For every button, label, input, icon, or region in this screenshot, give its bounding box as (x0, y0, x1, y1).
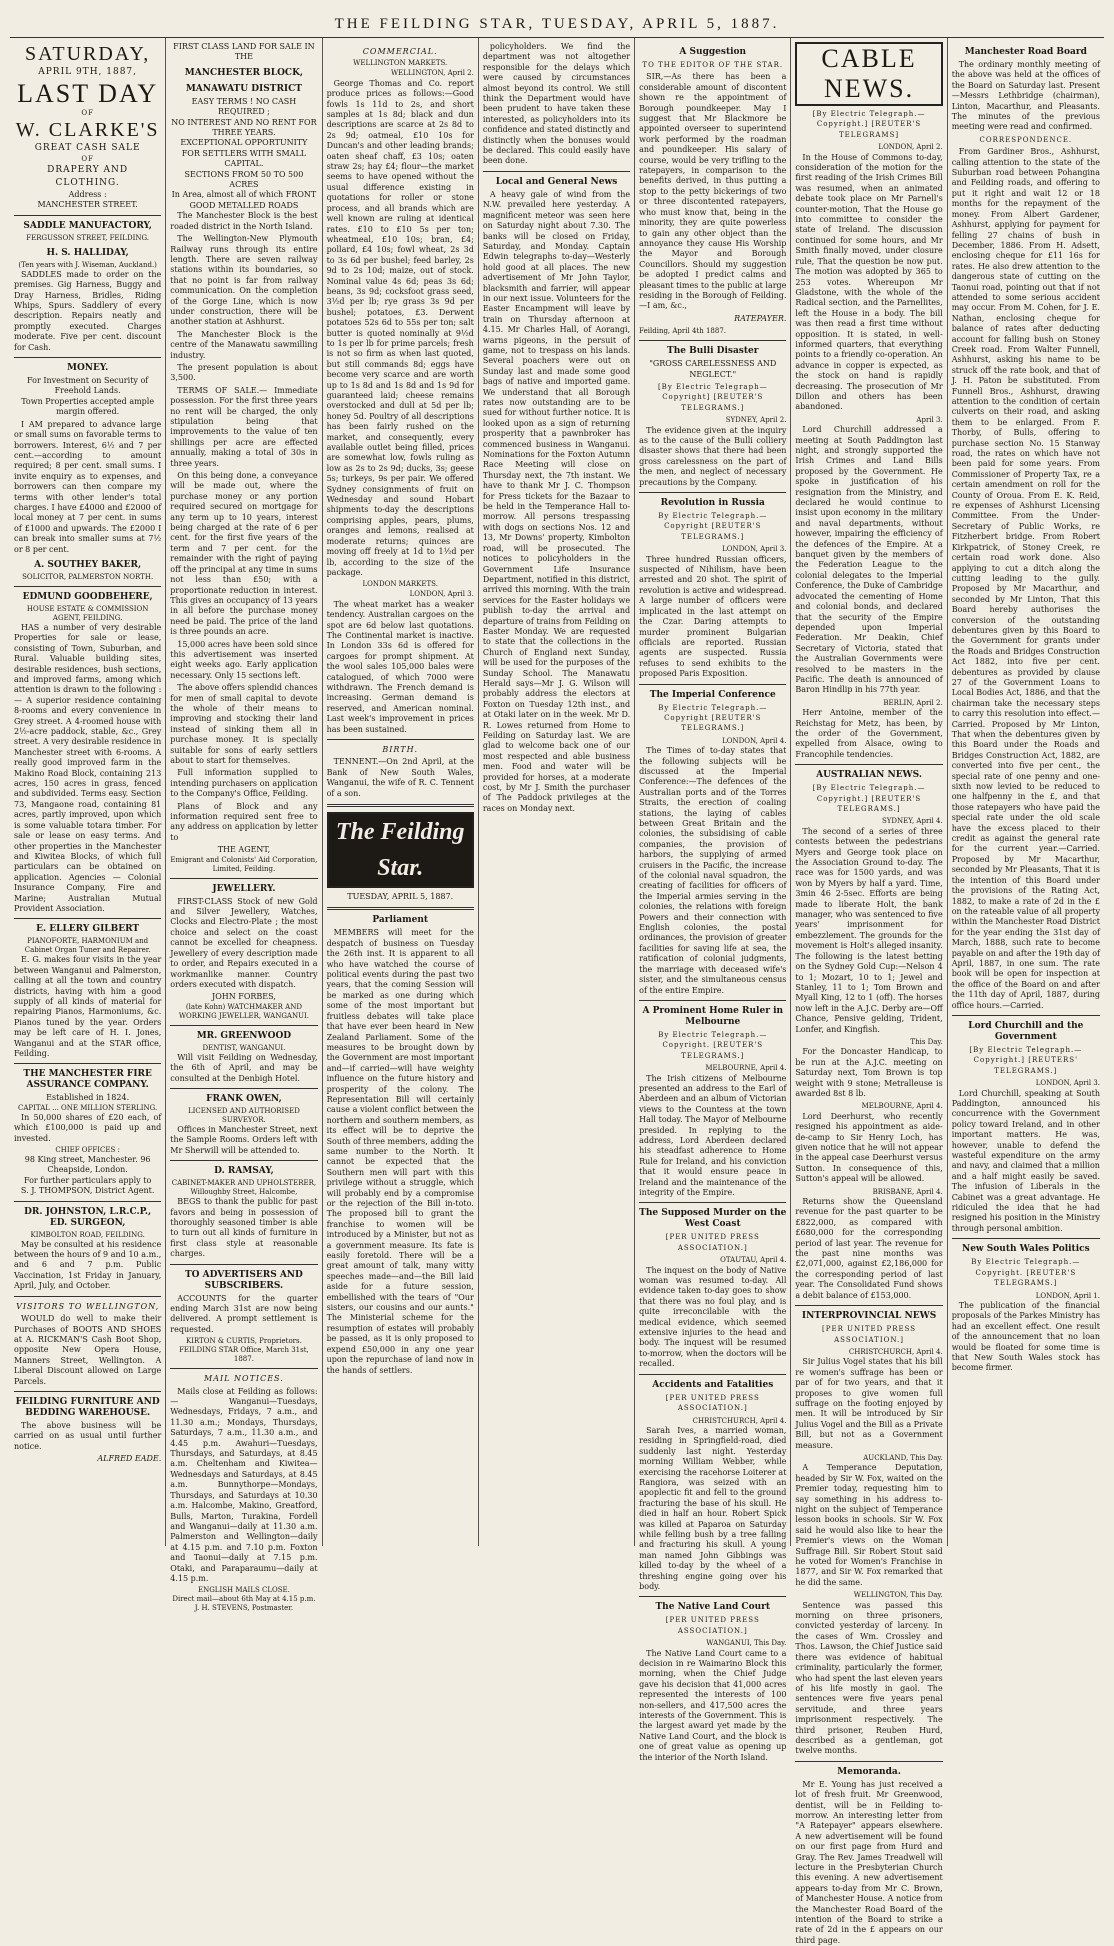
saddle-body: SADDLES made to order on the premises. Gig Harness, Buggy and Dray Harness, Bridles, Riding Whips, Spurs. Saddlery of every description. Repairs neatly and promptly executed. Charges moderate. Five per cent. discount for Cash. (14, 269, 162, 352)
australian-body-4: Returns show the Queensland revenue for the past quarter to be £822,000, as compared with £680,000 for the corresponding period of last year. The revenue for the past nine months was £2,071,000, against £2,186,000 for the corresponding period of last year. The Consolidated Fund shows a debit balance of £153,000. (795, 1197, 943, 1300)
divider (952, 1238, 1100, 1239)
goodbehere-heading: EDMUND GOODBEHERE, (22, 591, 153, 602)
divider (327, 739, 474, 740)
divider (639, 1596, 786, 1597)
suggestion-body: SIR,—As there has been a considerable amount of discontent shown re the appointment of Borough poundkeeper. May I suggest that Mr Blackmore be appointed overseer to superintend work performed by the roadman and poundkeeper. His salary of course, would be very trifling to the ratepayers, in comparison to the benefits derived, in thus putting a stop to the petty bickerings of two or three discontented ratepayers, who must know that, being in the minority, they are quite powerless to gain any other object than the annoyance they cause His Worship the Mayor and Borough Councillors. Should my suggestion be adopted I predict calms and pleasant times to the public at large residing in the Borough of Feilding.—I am, &c., (639, 72, 787, 311)
saddle-sub: (Ten years with J. Wiseman, Auckland.) (18, 260, 157, 269)
local-news-body: A heavy gale of wind from the N.W. prevailed here yesterday. A magnificent meteor was seen here on Saturday night about 7.30. The banks will be closed on Friday, Saturday, and Monday. Captain Edwin telegraphs to-day—Westerly hold good at all places. The new advertisement of Mr John Taylor, blacksmith and farrier, will appear in our next issue. Volunteers for the Easter Encampment will leave by train on Thursday afternoon at 4.15. Mr Charles Hall, of Aorangi, warns pigeons, in the persuit of game, not to trespass on his lands. Several poachers were out on Sunday last and made some good bags of native and imported game. We understand that all Borough rates now outstanding are to be sued for without further notice. It is looked upon as a sign of returning prosperity that a pawnbroker has commenced business in Wanganui. Nominations for the Foxton Autumn Race Meeting will close on Thursday next, the 7th instant. We have to thank Mr J. C. Thompson for Press tickets for the Bazaar to be held in the Temperance Hall to-morrow. All persons trespassing with dogs on sections Nos. 12 and 13, Mr Downs' property, Kimbolton road, will be prosecuted. The notices to policyholders in the Government Life Insurance Department, notified in this district, arrived this morning. With the train services for the Easter holidays we publish to-day the arrival and departure of trains from Feilding on Easter Monday. We are requested to state that the collections in the Church of England next Sunday, will be used for the purposes of the Sunday School. The Manawatu Herald says—Mr J. G. Wilson will probably address the electors at Foxton on Tuesday 12th inst., and at Otaki later on in the week. Mr D. R. Lowes returned from Home to Feilding on Saturday last. We are glad to welcome back one of our most respected and able business men. Food and water will be provided for horses, at a moderate cost, by Mr J. Smith the purchaser of The Paddock privileges at the races on Monday next. (482, 189, 631, 813)
johnston-heading: DR. JOHNSTON, L.R.C.P., ED. SURGEON, (24, 1206, 152, 1228)
interprovincial-body-2: A Temperance Deputation, headed by Sir W. Fox, waited on the Premier today, requesting him to say something in his address to-night on the subject of Temperance lesson books in schools. Sir W. Fox said he would also like to hear the Premier's views on the Woman Suffrage Bill. Sir Robert Stout said he voted for Women's Franchise in 1877, and Sir W. Fox remarked that he did the same. (795, 1463, 943, 1587)
london-markets-heading: LONDON MARKETS. (362, 580, 438, 589)
home-ruler-heading: A Prominent Home Ruler in Melbourne (642, 1005, 784, 1027)
subscribers-signature: KIRTON & CURTIS, Proprietors. (185, 1337, 302, 1346)
road-board-heading: Manchester Road Board (964, 47, 1087, 57)
land-opportunity: EXCEPTIONAL OPPORTUNITY FOR SETTLERS WITH SMALL CAPITAL. (180, 138, 308, 169)
australian-dateline-2: This Day. (910, 1037, 943, 1046)
memoranda-body: Mr E. Young has just received a lot of fresh fruit. Mr Greenwood, dentist, will be in Feilding to-morrow. An interesting letter from "A Ratepayer" appears elsewhere. A new advertisement will be found on our first page from Hurd and Gray. The Rev. James Treadwell will lecture in the Presbyterian Church this evening. A new advertisement appears to-day from Mr C. Brown, of Manchester House. A notice from the Manchester Road Board of the intention of the Board to strike a rate of 2d in the £ appears on our third page. (795, 1779, 943, 1945)
land-p2: The Wellington-New Plymouth Railway runs through its entire length. There are seven railway stations within its boundaries, so that no point is far from railway communication. On the completion of the Gorge Line, which is now under construction, there will be another station at Ashhurst. (170, 234, 318, 327)
flag-date: TUESDAY, APRIL 5, 1887. (347, 892, 454, 902)
australian-body: The second of a series of three contests between the pedestrians Myers and George took place on the Association Ground to-day. The race was for 1500 yards, and was won by Myers by half a yard. Time, 3min 46 2-5sec. Efforts are being made to liberate Holt, the bank manager, who was sentenced to five years' imprisonment for embezzlement. The grounds for the movement is Holt's alleged insanity. The following is the latest betting on the Sydney Gold Cup:—Nelson 4 to 1; Mozart, 10 to 1; Jewel and Stanley, 11 to 1; Tom Brown and Myall King, 12 to 1 (off). The horses now left in the A.J.C. Derby are—Off Chance, Pensive gelding, Trident, Lonfer, and Kingfish. (795, 826, 943, 1034)
russia-heading: Revolution in Russia (660, 498, 765, 509)
money-heading: MONEY. (66, 363, 109, 374)
accidents-heading: Accidents and Fatalities (652, 1379, 774, 1390)
birth-heading: BIRTH. (382, 745, 419, 754)
imperial-body: The Times of to-day states that the following subjects will be discussed at the Imperial Conference:—The defences of the Australian ports and of the Torres Straits, the erection of coaling stations, the laying of cables between Great Britain and the colonies, the subsidising of cable companies, the provision of harbors, the supplying of armed cruisers in the Pacific, the increase of the colonial naval squadron, the creating of facilities for officers of the Imperial armies serving in the colonies, the relations with foreign Powers and their connection with English colonies, the postal ordinances, the provision of greater facilities for saving life at sea, the ratification of colonial judgments, the marriage with deceased wife's sister, and the simultaneous census of the entire Empire. (639, 746, 787, 995)
money-signature: A. SOUTHEY BAKER, (34, 559, 142, 570)
wellington-markets-heading: WELLINGTON MARKETS. (353, 59, 448, 68)
fire-offices: 98 King street, Manchester. 96 Cheapside, London. (24, 1155, 151, 1175)
gilbert-heading: E. ELLERY GILBERT (36, 924, 140, 935)
parliament-body: MEMBERS will meet for the despatch of business on Tuesday the 26th inst. It is apparent to all who have watched the course of political events during the past two years, that the coming Session will be marked as one during which some of the most important but fruitless debates will take place that have ever been heard in New Zealand Parliament. Some of the measures to be brought down by the Government are most important and—if carried—will have weighty influence on the future history and prosperity of the colony. The Representation Bill will certainly cause a violent conflict between the northern and southern members, as its effect will be to deprive the South of three members, adding the same number to the North. It cannot be expected that the Southern men will part with this privilege without a struggle, which will probably end by a compromise or the rejection of the Bill in-toto. The proposed bill to grant the franchise to women will be introduced by a Minister, but not as a government measure. Its fate is easily foretold. There will be a great amount of talk, many witty speeches made—and—the Bill laid aside for a future session, embellished with the tears of "Our sisters, our cousins and our aunts." The Ministerial scheme for the resumption of estates will probably be passed, as it is only proposed to expend £50,000 in any one year upon the repurchase of land now in the hands of settlers. (326, 928, 474, 1375)
divider (170, 1025, 317, 1026)
nsw-byline: By Electric Telegraph.—Copyright. [REUTER'S TELEGRAMS.] (971, 1258, 1081, 1288)
birth-body: TENNENT.—On 2nd April, at the Bank of New South Wales, Wanganui, the wife of R. C. Tennent of a son. (326, 757, 474, 798)
jewellery-signature-title: (late Kohn) WATCHMAKER AND WORKING JEWELLER, WANGANUI. (178, 1002, 310, 1020)
murder-byline: [PER UNITED PRESS ASSOCIATION.] (665, 1233, 760, 1252)
adv-sale: GREAT CASH SALE (34, 143, 141, 153)
interprovincial-byline: [PER UNITED PRESS ASSOCIATION.] (822, 1325, 917, 1344)
memoranda-heading: Memoranda. (837, 1766, 901, 1777)
goodbehere-body: HAS a number of very desirable Properties for sale or lease, consisting of Town, Suburban, and Rural. Valuable building sites, desirable residences, bush sections, and improved farms, among which attention is drawn to the following :— A superior residence containing 8-rooms and every convenience in Grey street. A 4-roomed house with 2½-acre paddock, stable, &c., Grey street. A very desirable residence in Manchester street with 6-rooms. A really good improved farm in the Makino Road Block, containing 213 acres, 150 acres in grass, fenced and subdivided. Terms easy. Section 73, Mangaone road, containing 81 acres, partly improved, upon which is some valuable totara timber. For sale or lease on easy terms. And other properties in the Manchester and Kiwitea Blocks, of which full particulars can be obtained on application. Agencies — Colonial Insurance Company, Fire and Marine; Australian Mutual Provident Association. (14, 622, 162, 913)
cable-dateline-3: BERLIN, April 2. (883, 698, 943, 707)
interprovincial-body: Sir Julius Vogel states that his bill re women's suffrage has been or par of for two years, and that it proposes to give women full suffrage on the footing enjoyed by men. It will be introduced by Sir Julius Vogel and the Bill as a Private Bill, but not as a Government measure. (795, 1357, 943, 1450)
murder-heading: The Supposed Murder on the West Coast (639, 1208, 787, 1230)
land-sections-area: In Area, almost all of which FRONT GOOD METALLED ROADS (171, 190, 317, 210)
land-agent: THE AGENT, (217, 845, 271, 855)
fire-body: In 50,000 shares of £20 each, of which £100,000 is paid up and invested. (14, 1112, 162, 1143)
land-interest: NO INTEREST AND NO RENT FOR THREE YEARS. (171, 117, 317, 138)
saddle-location: FERGUSSON STREET, FEILDING. (26, 233, 150, 242)
newspaper-flag: The Feilding Star. (327, 812, 474, 888)
divider (327, 804, 474, 807)
divider (795, 764, 942, 765)
subscribers-date: FEILDING STAR Office, March 31st, 1887. (179, 1346, 309, 1364)
adv-date: APRIL 9TH, 1887, (38, 67, 138, 77)
land-p9: Full information supplied to intending purchasers on application to the Company's Office, Feilding. (170, 768, 318, 799)
murder-body: The inquest on the body of Native woman was resumed to-day. All evidence taken to-day goes to show that there was no foul play, and is quite irreconcilable with the medical evidence, which seemed extensive injuries to the head and body. The inquest will be resumed to-morrow, when the doctors will be recalled. (639, 1265, 787, 1369)
land-block: MANCHESTER BLOCK, (184, 67, 304, 78)
commercial-dateline: WELLINGTON, April 2. (390, 69, 474, 78)
australian-body-3: Lord Deerhurst, who recently resigned his appointment as aide-de-camp to Sir Henry Loch, has given notice that he will not appear in the appeal case Deerhurst versus Sutton. In consequence of this, Sutton's appeal will be allowed. (795, 1111, 943, 1184)
divider (795, 1761, 942, 1762)
land-district: MANAWATU DISTRICT (185, 83, 302, 94)
suggestion-heading: A Suggestion (679, 47, 747, 57)
cable-body-2: Lord Churchill addressed a meeting at South Paddington last night, and strongly supported the Irish Crimes and Land Bills proposed by the Government. He spoke in justification of his resignation from the Ministry, and declared he would continue to insist upon economy in the military and naval departments, without however, impairing the efficiency of the defences of the Empire. At a banquet given by the members of the Federation League to the colonial delegates to the Imperial Conference, the Duke of Cambridge advocated the cementing of Home and colonial bonds, and declared that the security of the Empire depended upon Imperial Federation. Mr Deakin, Chief Secretary of Victoria, stated that the Australian Governments were resolved to be masters in the Pacific. The death is announced of Baron Hindlip in his 77th year. (795, 425, 943, 695)
divider (14, 1296, 161, 1297)
road-board-body: The ordinary monthly meeting of the above was held at the offices of the Board on Saturday last. Present—Messrs Lethbridge (chairman), Linton, Macarthur, and Pleasants. The minutes of the previous meeting were read and confirmed. (951, 60, 1100, 132)
cable-dateline-2: April 3. (916, 415, 943, 424)
land-p8: The above offers splendid chances for men of small capital to devote the whole of their means to improving and stocking their land instead of sinking them all in purchase money. It is specially suitable for sons of early settlers about to start for themselves. (170, 683, 318, 765)
johnston-location: KIMBOLTON ROAD, FEILDING. (30, 1230, 145, 1239)
column-5 (635, 38, 791, 1762)
mail-body: Mails close at Feilding as follows:— Wanganui—Tuesdays, Wednesdays, Fridays, 7 a.m., and 11.30 a.m.; Mondays, Thursdays, Saturdays, 7 a.m., 11.30 a.m., and 4.45 p.m. Awahuri—Tuesdays, Thursdays, and Saturdays, at 8.45 a.m. Cheltenham and Kiwitea—Wednesdays and Saturdays, at 8.45 a.m. Bunnythorpe—Mondays, Thursdays, and Saturdays at 10.30 a.m. Halcombe, Makino, Greatford, Bulls, Marton, Turakina, Fordell and Wanganui—daily at 11.30 a.m. Palmerston and Wellington—daily at 4.15 p.m. and 7.10 p.m. Foxton and Taonui—daily at 7.15 p.m. Otaki, and Paraparaumu—daily at 4.15 p.m. (170, 1386, 318, 1583)
column-4 (479, 38, 635, 1546)
australian-dateline-3: MELBOURNE, April 4. (861, 1102, 943, 1111)
jewellery-signature: JOHN FORBES, (211, 992, 276, 1002)
fire-capital: CAPITAL ... ONE MILLION STERLING. (18, 1103, 158, 1112)
cable-byline: [By Electric Telegraph.—Copyright.] [REUTER'S TELEGRAMS] (812, 110, 926, 139)
churchill-body: Lord Churchill, speaking at South Paddington, announced his concurrence with the Government policy toward Ireland, and in other important matters. He was, however, unable to defend the wasteful expenditure on the army and navy, and claimed that a million and a half might easily be saved. The infusion of Liberals in the Cabinet was a great advantage. He ridiculed the idea that he had resigned his position in the Ministry through personal ambition. (951, 1088, 1100, 1233)
home-ruler-body: The Irish citizens of Melbourne presented an address to the Earl of Aberdeen and an album of Victorian views to the Countess at the town Hall today. The Mayor of Melbourne presided. In replying to the address, Lord Aberdeen declared his steadfast adherence to Home Rule for Ireland, and his conviction that it would ensure peace in Ireland and the maintenance of the integrity of the Empire. (639, 1073, 787, 1197)
interprovincial-heading: INTERPROVINCIAL NEWS (801, 1311, 937, 1322)
imperial-heading: The Imperial Conference (649, 689, 776, 700)
interprovincial-dateline-3: WELLINGTON, This Day. (853, 1591, 943, 1600)
australian-byline: [By Electric Telegraph.—Copyright.] [REUTER'S TELEGRAMS.] (812, 784, 926, 813)
australian-body-2: For the Doncaster Handicap, to be run at the A.J.C. meeting on Saturday next, Tom Brown is top weight with 9 stone; Metralleuse is awarded 8st 8 lb. (795, 1047, 943, 1098)
divider (639, 492, 786, 493)
column-2 (166, 38, 322, 1613)
interprovincial-body-3: Sentence was passed this morning on three prisoners, convicted yesterday of larceny. In the cases of Wm. Crossley and Thos. Lawson, the Chief Justice said there was evidence of habitual criminality, particularly the former, who had spent the last eleven years of his life mostly in gaol. The sentences were five years penal servitude, and three years imprisonment respectively. The third prisoner, Reuben Hurd, described as a gentleman, got twelve months. (795, 1600, 943, 1756)
adv-address-label: Address : (68, 190, 107, 199)
policy-body: policyholders. We find the department was not altogether responsible for the delays which were caused by circumstances almost beyond its control. We still think the Department would have been prudent to have taken these interested, as policyholders into its confidence and stated distinctly and distinctly when the bonuses would be declared. This could easily have been done. (482, 42, 631, 166)
churchill-dateline: LONDON, April 3. (1035, 1079, 1100, 1088)
fire-apply: For further particulars apply to (23, 1175, 152, 1185)
ramsay-location: Willoughby Street, Halcombe, (190, 1188, 298, 1197)
divider (639, 1000, 786, 1001)
money-sub: For Investment on Security of Freehold Lands. (27, 376, 149, 396)
nsw-heading: New South Wales Politics (961, 1244, 1090, 1255)
mail-english: ENGLISH MAILS CLOSE. (197, 1586, 290, 1595)
owen-sub: LICENSED AND AUTHORISED SURVEYOR. (188, 1106, 300, 1124)
adv-day: SATURDAY, (25, 43, 151, 65)
land-p6: On this being done, a conveyance will be made out, where the purchase money or any portion required secured on mortgage for any term up to 10 years, interest being charged at the rate of 6 per cent. for the first five years of the term and 7 per cent. for the remainder with the right of paying off the principal at any time in sums not less than £50; with a proportionate reduction in interest. This gives an occupancy of 13 years in all before the purchase money need be paid. The price of the land is three pounds an acre. (170, 471, 318, 637)
cable-body: In the House of Commons to-day, consideration of the motion for the first reading of the Irish Crimes Bill was resumed, when an animated debate took place on Mr Parnell's counter-motion, That the House go into committee to consider the state of Ireland. The discussion continued for some hours, and Mr Smith finally moved, under closure rule, That the question be now put. The motion was adopted by 365 to 253 votes. Whereupon Mr Gladstone, with the whole of the Radical section, and the Parnellites, left the House in a body. The bill was then read a first time without opposition. It is stated, in well-informed quarters, that everything points to a friendly co-operation. An advance in copper is expected, as the stock on hand is rapidly decreasing. The prosecution of Mr Dillon and others has been abandoned. (795, 152, 943, 412)
saddle-heading: SADDLE MANUFACTORY, (23, 220, 152, 231)
furniture-body: The above business will be carried on as usual until further notice. (14, 1420, 162, 1451)
cable-body-3: Herr Antoine, member of the Reichstag for Metz, has been, by the order of the Government, expelled from Alsace, owing to Francophile tendencies. (795, 708, 943, 759)
divider (327, 907, 474, 910)
russia-byline: By Electric Telegraph.—Copyright [REUTER'S TELEGRAMS.] (658, 512, 768, 541)
column-6 (791, 38, 947, 1945)
jewellery-body: FIRST-CLASS Stock of new Gold and Silver Jewellery, Watches, Clocks and Electro-Plate ; the most choice and select on the coast cannot be excelled for cheapness. Jewellery of every description made to order, and Repairs executed in a workmanlike manner. Country orders executed with dispatch. (170, 896, 318, 989)
australian-dateline-4: BRISBANE, April 4. (872, 1187, 943, 1196)
column-3 (323, 38, 479, 1546)
home-ruler-byline: By Electric Telegraph.—Copyright. [REUTER'S TELEGRAMS.] (658, 1030, 768, 1060)
saddle-name: H. S. HALLIDAY, (46, 247, 129, 258)
land-p5: TERMS OF SALE.— Immediate possession. For the first three years no rent will be charged, the only stipulation being that improvements to the value of ten shillings per acre are effected annually, making a total of 30s in three years. (170, 385, 318, 468)
divider (170, 1088, 317, 1089)
divider (14, 215, 161, 216)
nsw-body: The publication of the financial proposals of the Parkes Ministry has had an excellent effect. One result of the announcement that no loan would be floated for some time is that New South Wales stock has become firmer. (951, 1300, 1100, 1373)
visitors-heading: VISITORS TO WELLINGTON, (16, 1301, 160, 1311)
adv-address: MANCHESTER STREET. (37, 200, 138, 210)
fire-heading: THE MANCHESTER FIRE ASSURANCE COMPANY. (23, 1069, 152, 1091)
russia-body: Three hundred Russian officers, suspected of Nihilism, have been arrested and 20 shot. The spirit of revolution is active and widespread. A large number of officers were implicated in the last attempt on the Czar. Daring attempts to murder prominent Bulgarian officials are reported. Russian agents are suspected. Russia refuses to send exhibits to the proposed Paris Exposition. (639, 554, 787, 679)
cable-dateline: LONDON, April 2. (878, 143, 943, 152)
subscribers-body: ACCOUNTS for the quarter ending March 31st are now being delivered. A prompt settlement is requested. (170, 1293, 318, 1334)
road-board-correspondence: CORRESPONDENCE. (979, 135, 1073, 144)
land-p4: The present population is about 3,500. (170, 362, 318, 383)
adv-name: W. CLARKE'S (15, 119, 160, 141)
divider (14, 1391, 161, 1392)
divider (795, 1305, 942, 1306)
land-terms: EASY TERMS ! NO CASH REQUIRED ; (191, 96, 297, 117)
churchill-byline: [By Electric Telegraph.—Copyright.] [REUTERS' TELEGRAMS.] (969, 1045, 1083, 1075)
interprovincial-dateline: CHRISTCHURCH, April 4. (848, 1347, 943, 1356)
land-p10: Plans of Block and any information required sent free to any address on application by letter to (170, 801, 318, 842)
furniture-heading: FEILDING FURNITURE AND BEDDING WAREHOUSE. (15, 1396, 160, 1418)
divider (952, 1015, 1100, 1016)
money-body2: I AM prepared to advance large or small sums on favorable terms to borrowers. Interest, 6½ and 7 per cent.—according to amount required; 8 per cent. small sums. I invite enquiry as to expenses, and borrowers can then compare my terms with other lender's total charges. I have £4000 and £2000 of local money at 7 per cent. in sums of £1000 and upwards. The £2000 I can break into smaller sums at 7½ or 8 per cent. (14, 419, 162, 554)
london-dateline: LONDON, April 3. (409, 590, 474, 599)
furniture-signature: ALFRED EADE. (97, 1454, 162, 1464)
cable-news-heading: CABLE NEWS. (795, 42, 942, 106)
owen-heading: FRANK OWEN, (206, 1093, 282, 1104)
suggestion-to: TO THE EDITOR OF THE STAR. (642, 61, 784, 69)
land-sections: SECTIONS FROM 50 TO 500 ACRES (184, 169, 304, 190)
divider (170, 878, 317, 879)
divider (14, 1201, 161, 1202)
interprovincial-dateline-2: AUCKLAND, This Day. (863, 1453, 943, 1462)
greenwood-sub: DENTIST, WANGANUI. (202, 1043, 286, 1052)
imperial-dateline: LONDON, April 4. (722, 736, 787, 745)
divider (14, 357, 161, 358)
murder-dateline: OTAUTAU, April 4. (720, 1256, 787, 1265)
native-land-dateline: WANGANUI, This Day. (706, 1639, 787, 1648)
local-news-heading: Local and General News (495, 176, 618, 187)
land-p7: 15,000 acres have been sold since this advertisement was inserted eight weeks ago. Early application necessary. Only 15 sections left. (170, 639, 318, 680)
home-ruler-dateline: MELBOURNE, April 4. (705, 1064, 787, 1073)
bulli-body: The evidence given at the inquiry as to the cause of the Bulli colliery disaster shows that there had been gross carelessness on the part of the men, and neglect of necessary precautions by the Company. (639, 425, 787, 487)
jewellery-heading: JEWELLERY. (212, 883, 276, 894)
gilbert-sub: PIANOFORTE, HARMONIUM and Cabinet Organ Tuner and Repairer. (24, 937, 151, 955)
column-7 (948, 38, 1104, 1546)
ramsay-heading: D. RAMSAY, (214, 1166, 274, 1177)
money-body: Town Properties accepted ample margin offered. (21, 396, 155, 417)
mail-direct: Direct mail—about 6th May at 4.15 p.m. (172, 1595, 316, 1604)
mail-signature: J. H. STEVENS, Postmaster. (194, 1604, 294, 1613)
parliament-heading: Parliament (372, 915, 429, 926)
london-body: The wheat market has a weaker tendency. Australian cargoes on the spot are 6d below last quotations. The Continental market is inactive. In London 33s 6d is offered for cargoes for prompt shipment. At the wool sales 105,000 bales were catalogued, of which 7000 were withdrawn. The French demand is increasing. German demand is reserved, and American nominal. Last week's improvement in prices has been sustained. (326, 599, 474, 734)
column-1 (10, 38, 166, 1546)
gilbert-body: E. G. makes four visits in the year between Wanganui and Palmerston, calling at all the town and country districts, having with him a good supply of all kinds of material for repairing Pianos, Harmoniums, &c. Pianos tuned by the year. Orders may be left care of H. I. Jones, Wanganui and at the STAR office, Feilding. (14, 955, 162, 1058)
native-land-body: The Native Land Court came to a decision in re Waimarino Block this morning, when the Chief Judge gave his decision that 41,000 acres represented the interests of 100 non-sellers, and 417,500 acres the interests of the Government. This is the largest award yet made by the Native Land Court, and the block is one of great value as opening up the interior of the North Island. (639, 1648, 787, 1762)
adv-of2: OF (81, 155, 94, 163)
bulli-quote: "GROSS CARELESSNESS AND NEGLECT." (649, 359, 777, 379)
mail-heading: MAIL NOTICES. (204, 1374, 284, 1384)
money-signature-title: SOLICITOR, PALMERSTON NORTH. (22, 572, 154, 581)
land-agent-company: Emigrant and Colonists' Aid Corporation, Limited, Feilding. (170, 855, 318, 873)
accidents-byline: [PER UNITED PRESS ASSOCIATION.] (665, 1393, 760, 1413)
land-heading: FIRST CLASS LAND FOR SALE IN THE (173, 42, 315, 62)
subscribers-heading: TO ADVERTISERS AND SUBSCRIBERS. (184, 1269, 303, 1291)
fire-established: Established in 1824. (46, 1093, 130, 1103)
divider (639, 340, 786, 341)
suggestion-date: Feilding, April 4th 1887. (639, 327, 727, 336)
divider (14, 918, 161, 919)
visitors-body: WOULD do well to make their Purchases of BOOTS AND SHOES at A. RICKMAN'S Cash Boot Shop, opposite New Opera House, Manners Street, Wellington. A Liberal Discount allowed on Large Parcels. (14, 1314, 162, 1386)
divider (639, 1202, 786, 1203)
road-board-body-2: From Gardiner Bros., Ashhurst, calling attention to the state of the Suburban road between Pohangina and Feilding roads, and offering to put it right and wait 12 or 18 months for the repayment of the money. From Albert Gardener, Ashhurst, applying for payment for felling 27 chains of bush in December, 1886. From H. Adsett, enclosing cheque for £11 16s for rates. He also drew attention to the dangerous state of cutting on the Taonui road, pointing out that if not attended to some serious accident may occur. From M. Cohen, for J. E. Nathan, enclosing cheque for balance of rates after deducting account for falling bush on Stoney Creek road. From Walter Funnell, Ashhurst, asking his name to be struck off the rate book, and that of J. H. Paton be substituted. From Funnell Bros., Ashhurst, drawing attention to the condition of certain culverts on their road, and asking them to be enlarged. From F. Thorby, of Bulls, offering to purchase section No. 15 Stanway road, the rates on which have not been paid for some years. From Commissioner of Property Tax, re a certain amendment on roll for the County of Oroua. From E. K. Reid, re expenses of Ashhurst Licensing Committee. From the Under-Secretary of Public Works, re Fitzherbert bridge. From Robert Kirkpatrick, of Stoney Creek, re certain road work done. Also applying to cut a ditch along the cutting leading to the gully. Proposed by Mr Macarthur, and seconded by Mr Linton, That this Board hereby authorises the conversion of the outstanding debentures given by this Board to the Government for grants under the Roads and Bridges Construction Act 1882, into five per cent. debentures as provided by clause 27 of the Government Loans to Local Bodies Act, 1886, and that the chairman take the necessary steps to carry this resolution into effect.—Carried. Proposed by Mr Linton, That when the debentures given by this Board under the Roads and Bridges Construction Act, 1882, are converted into five per cent., the special rate of one penny and one-sixth now levied to be reduced to one halfpenny in the £, and that those ratepayers who have paid the special rate under the old scale have the excess placed to their credit as against the general rate for the current year.—Carried. Proposed by Mr Macarthur, seconded by Mr Pleasants, That it is the intention of this Board under the provisions of the Rating Act, 1882, to make a rate of 2d in the £ on the rateable value of all property within the Manchester Road District for the year ending the 31st day of March, 1888, such rate to become payable on and after the 19th day of April, 1887, in one sum. The rate book will be open for inspection at the office of the Board on and after the 11th day of April, 1887, during office hours.—Carried. (951, 147, 1100, 1010)
bulli-heading: The Bulli Disaster (667, 346, 759, 357)
divider (639, 684, 786, 685)
native-land-byline: [PER UNITED PRESS ASSOCIATION.] (665, 1616, 760, 1635)
divider (14, 1063, 161, 1064)
fire-offices-label: CHIEF OFFICES : (55, 1146, 120, 1155)
divider (170, 1368, 317, 1369)
commercial-heading: COMMERCIAL. (362, 47, 438, 56)
accidents-dateline: CHRISTCHURCH, April 4. (692, 1416, 787, 1425)
commercial-body: George Thomas and Co. report produce prices as follows:—Good fowls 1s 11d to 2s, and short samples at 1s 8d; black and dun descriptions are scarce at 2s 8d to 2s 9d; oatmeal, £10 10s for Duncan's and other leading brands; oaten sheaf chaff, £3 10s; oaten straw 2s; hay £4; flour—the market seems to have opened without the usual difference existing in quotations for roller or stone process, and all brands which are well known are ruling at identical rates. £10 to £10 5s per ton; wheatmeal, £10 10s; bran, £4; pollard, £4 10s; fowl wheat, 2s 3d to 3s 6d per bushel; feed barley, 2s 9d to 2s 10d; maize, out of stock. Nominal value 4s 6d; peas 3s 6d; beans, 3s 9d; cocksfoot grass seed, 3½d per lb; rye grass 3s 9d per bushel; potatoes, £3. Derwent potatoes 52s 6d to 55s per ton; salt butter is quoted nominally at 9½d to 1s per lb for prime parcels; fresh is not so firm as when last quoted, but still commands 8d; eggs have become very scarce and are worth up to 1s 8d and 1s 8d and 1s 9d for guaranteed laid; cheese remains overstocked and dull at 5d per lb; honey 5d. Poultry of all descriptions has been fairly rushed on the market, and consequently, every available outlet being filled, prices are somewhat low, fowls ruling as low as 2s to 2s 9d; ducks, 3s; geese 5s; turkeys, 9s per pair. We offered Sydney consignments of fruit on Wednesday and sound Hobart shipments to-day the descriptions comprising apples, pears, plums, oranges and lemons, realised at moderate returns; quinces are moving off freely at 1d to 1½d per lb, according to the size of the package. (326, 78, 474, 577)
bulli-byline: [By Electric Telegraph—Copyright] [REUTER'S TELEGRAMS.] (657, 382, 768, 412)
page-masthead: THE FEILDING STAR, TUESDAY, APRIL 5, 1887. (10, 12, 1104, 38)
goodbehere-sub: HOUSE ESTATE & COMMISSION AGENT, FEILDING. (26, 604, 149, 622)
ramsay-sub: CABINET-MAKER AND UPHOLSTERER, (171, 1179, 317, 1188)
land-p3: The Manchester Block is the centre of the Manawatu sawmilling industry. (170, 329, 318, 360)
adv-of: OF (81, 109, 94, 117)
owen-body: Offices in Manchester Street, next the Sample Rooms. Orders left with Mr Sherwill will be attended to. (170, 1124, 318, 1155)
bulli-dateline: SYDNEY, April 2. (725, 416, 787, 425)
johnston-body: May be consulted at his residence between the hours of 9 and 10 a.m., and 6 and 7 p.m. Public Vaccination, 1st Friday in January, April, July, and October. (14, 1239, 162, 1291)
australian-dateline: SYDNEY, April 4. (881, 817, 943, 826)
divider (483, 171, 630, 172)
russia-dateline: LONDON, April 3. (722, 545, 787, 554)
divider (639, 1374, 786, 1375)
fire-agent: S. J. THOMPSON, District Agent. (20, 1186, 155, 1196)
imperial-byline: By Electric Telegraph.—Copyright [REUTER'S TELEGRAMS.] (658, 703, 768, 733)
nsw-dateline: LONDON, April 1. (1035, 1291, 1100, 1300)
accidents-body: Sarah Ives, a married woman, residing in Springfield-road, died suddenly last night. Yesterday morning William Webber, while exercising the racehorse Loiterer at Rangiora, was seized with an apoplectic fit and fell to the ground fracturing the base of his skull. He died in half an hour. Robert Spick was killed at Paparoa on Saturday while felling bush by a tree falling and fracturing his skull. A young man named John Gibbings was killed to-day by the wheel of a threshing engine going over his body. (639, 1425, 787, 1591)
ramsay-body: BEGS to thank the public for past favors and being in possession of thoroughly seasoned timber is able to turn out all kinds of furniture in first class style at reasonable charges. (170, 1197, 318, 1259)
divider (170, 1160, 317, 1161)
greenwood-body: Will visit Feilding on Wednesday, the 6th of April, and may be consulted at the Denbigh Hotel. (170, 1052, 318, 1083)
divider (14, 586, 161, 587)
adv-goods: DRAPERY AND CLOTHING. (47, 165, 129, 188)
australian-news-heading: AUSTRALIAN NEWS. (816, 770, 922, 781)
land-p1: The Manchester Block is the best roaded district in the North Island. (170, 211, 318, 231)
churchill-heading: Lord Churchill and the Government (968, 1020, 1084, 1042)
adv-last-day: LAST DAY (17, 79, 159, 108)
divider (170, 1264, 317, 1265)
suggestion-signature: RATEPAYER. (734, 313, 787, 323)
columns (10, 38, 1104, 1945)
greenwood-heading: MR. GREENWOOD (196, 1030, 292, 1041)
native-land-heading: The Native Land Court (655, 1602, 771, 1613)
